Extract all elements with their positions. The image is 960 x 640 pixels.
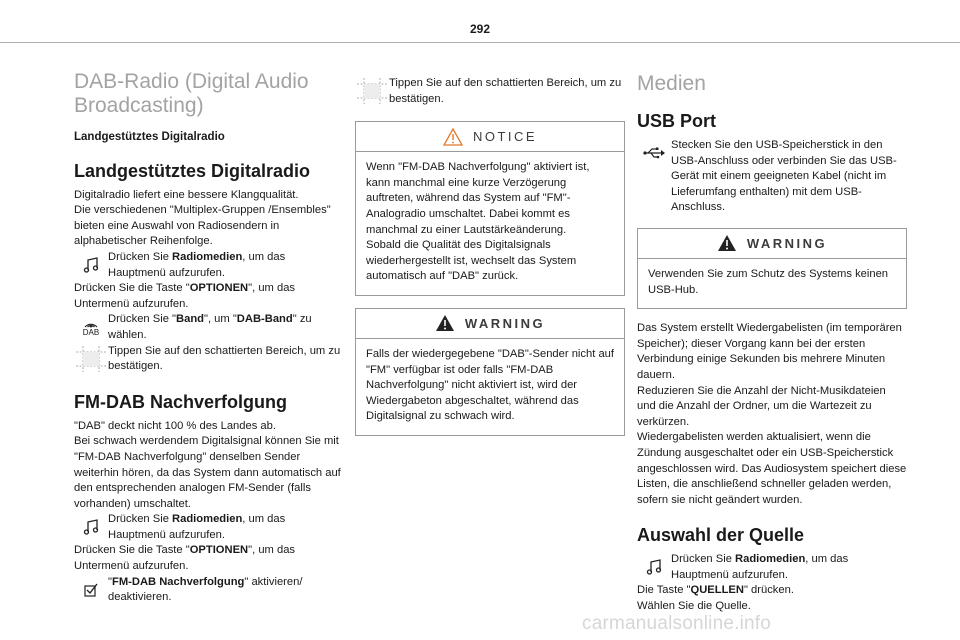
paragraph-fm-dab: "DAB" deckt nicht 100 % des Landes ab. Bei schwach werdendem Digitalsignal können Sie mit "FM-DAB Nachverfolgung" denselben Sender weiterhin hören, da das System dann automatisch auf den entsprechenden analogen FM-Sender (falls vorhanden) umschaltet. (74, 419, 341, 510)
notice-box (355, 121, 625, 296)
warning-triangle-icon (717, 234, 737, 252)
warning-header-usb: WARNING (638, 229, 906, 259)
warning-header: WARNING (356, 309, 624, 339)
column-medien (637, 70, 907, 615)
heading-fm-dab: FM-DAB Nachverfolgung (74, 391, 287, 412)
step-confirm-col2: Tippen Sie auf den schattierten Bereich, um zu bestätigen. (355, 76, 625, 107)
warning-body-usb: Verwenden Sie zum Schutz des Systems keinen USB-Hub. (648, 267, 889, 296)
usb-instruction: Stecken Sie den USB-Speicherstick in den USB-Anschluss oder verbinden Sie das USB-Gerät mit einem geeigneten Kabel (nicht im Lieferumfang enthalten) mit dem USB-Anschluss. (637, 138, 907, 216)
warning-triangle-icon (443, 128, 463, 146)
music-note-icon (637, 552, 671, 582)
step-optionen: Drücken Sie die Taste "OPTIONEN", um das Untermenü aufzurufen. (74, 282, 296, 310)
warning-triangle-icon (435, 314, 455, 332)
warning-box-usb (637, 228, 907, 309)
heading-auswahl-quelle: Auswahl der Quelle (637, 525, 805, 546)
step-band: DAB Drücken Sie "Band", um "DAB-Band" zu wählen. (74, 312, 344, 343)
step-radiomedien-2: Drücken Sie Radiomedien, um das Hauptmenü aufzurufen. (74, 512, 344, 543)
header-divider (0, 42, 960, 43)
dab-radio-icon: DAB (74, 312, 108, 342)
heading-usb-port: USB Port (637, 111, 717, 131)
step-optionen-2: Drücken Sie die Taste "OPTIONEN", um das Untermenü aufzurufen. (74, 544, 296, 573)
warning-box (355, 308, 625, 436)
step-radiomedien: Drücken Sie Radiomedien, um das Hauptmenü aufzurufen. (74, 250, 344, 281)
section-title-dab: DAB-Radio (Digital Audio Broadcasting) (74, 70, 309, 117)
music-note-icon (74, 250, 108, 280)
notice-body: Wenn "FM-DAB Nachverfolgung" aktiviert ist, kann manchmal eine kurze Verzögerung auftreten, während das System auf "FM"-Analogradio umschaltet. Dabei kommt es manchmal zu einer Lautstärkeänderung. Sobald die Qualität des Digitalsignals wiederhergestellt ist, wechselt das System automatisch auf "DAB" zurück. (366, 161, 590, 283)
step-confirm: Tippen Sie auf den schattierten Bereich, um zu bestätigen. (74, 344, 344, 375)
column-notices (355, 76, 625, 436)
watermark: carmanualsonline.info (582, 613, 772, 634)
step-fm-dab-toggle: "FM-DAB Nachverfolgung" aktivieren/ deaktivieren. (74, 575, 344, 606)
heading-landgestuetztes-digitalradio: Landgestütztes Digitalradio (74, 160, 311, 181)
step-select-source: Wählen Sie die Quelle. (637, 600, 751, 613)
checkbox-icon (74, 575, 108, 605)
step-quellen: Die Taste "QUELLEN" drücken. (637, 584, 794, 597)
shaded-area-icon (74, 344, 108, 374)
column-dab-radio (74, 70, 344, 606)
page-number: 292 (469, 22, 491, 36)
notice-header: NOTICE (356, 122, 624, 152)
label-radiomedien: Radiomedien (172, 250, 243, 263)
paragraph-playlists: Das System erstellt Wiedergabelisten (im temporären Speicher); dieser Vorgang kann bei der ersten Verbindung einige Sekunden bis mehrere Minuten dauern. Reduzieren Sie die Anzahl der Nicht-Musikdateien und die Anzahl der Ordner, um die Wartezeit zu verkürzen. Wiedergabelisten werden aktualisiert, wenn die Zündung ausgeschaltet oder ein USB-Speicherstick angeschlossen wird. Das Audiosystem speichert diese Listen, die anschließend schneller geladen werden, sofern sie nicht geändert wurden. (637, 322, 907, 506)
subtitle-dab: Landgestütztes Digitalradio (74, 131, 225, 143)
warning-body: Falls der wiedergegebene "DAB"-Sender nicht auf "FM" verfügbar ist oder falls "FM-DAB Nachverfolgung" nicht aktiviert ist, wird der Wiedergabeton abgeschaltet, während das Digitalsignal zu schwach wird. (366, 347, 614, 423)
section-title-medien: Medien (637, 72, 706, 95)
step-radiomedien-col3: Drücken Sie Radiomedien, um das Hauptmenü aufzurufen. (637, 552, 907, 583)
usb-icon (637, 138, 671, 168)
paragraph-dab-intro: Digitalradio liefert eine bessere Klangqualität. Die verschiedenen "Multiplex-Gruppen /Ensembles" bieten eine Auswahl von Radiosendern in alphabetischer Reihenfolge. (74, 188, 331, 248)
shaded-area-icon (355, 76, 389, 106)
music-note-icon (74, 512, 108, 542)
